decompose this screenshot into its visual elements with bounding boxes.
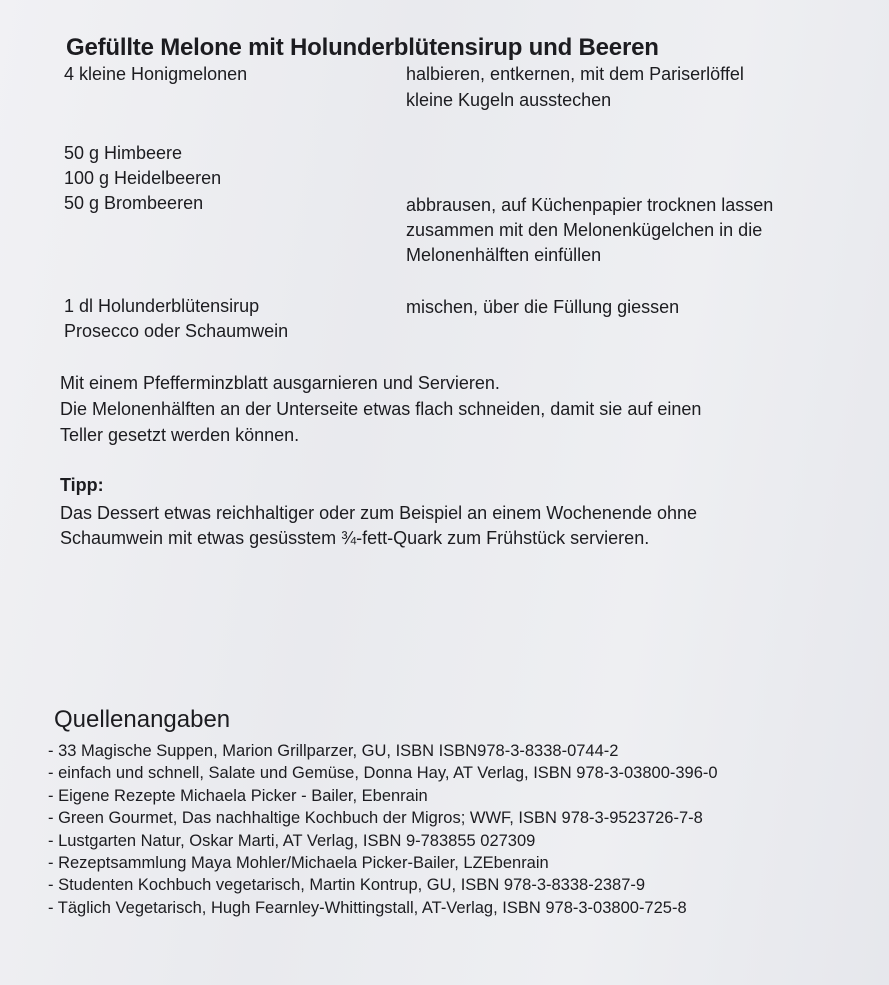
ingredient-line: 1 dl Holunderblütensirup: [64, 296, 260, 316]
ingredient-line: 100 g Heidelbeeren: [64, 168, 222, 188]
tip-line: Das Dessert etwas reichhaltiger oder zum Beispiel an einem Wochenende ohne: [60, 503, 698, 523]
step-line: mischen, über die Füllung giessen: [406, 297, 680, 317]
source-item: - Green Gourmet, Das nachhaltige Kochbuch der Migros; WWF, ISBN 978-3-9523726-7-8: [48, 809, 703, 828]
ingredient-line: Prosecco oder Schaumwein: [64, 321, 289, 341]
sources-heading: Quellenangaben: [54, 706, 231, 733]
sources-list: [48, 740, 718, 919]
source-item: - Studenten Kochbuch vegetarisch, Martin Kontrup, GU, ISBN 978-3-8338-2387-9: [48, 876, 646, 895]
ingredient-line: 50 g Himbeere: [64, 143, 183, 163]
tip-line: Schaumwein mit etwas gesüsstem ¾-fett-Quark zum Frühstück servieren.: [60, 528, 650, 548]
source-item: - einfach und schnell, Salate und Gemüse, Donna Hay, AT Verlag, ISBN 978-3-03800-396-0: [48, 764, 718, 783]
step-line: abbrausen, auf Küchenpapier trocknen lassen: [406, 195, 774, 215]
ingredient-line: 4 kleine Honigmelonen: [64, 64, 248, 84]
step-line: kleine Kugeln ausstechen: [406, 90, 612, 110]
step-line: Melonenhälften einfüllen: [406, 245, 602, 265]
source-item: - 33 Magische Suppen, Marion Grillparzer, GU, ISBN ISBN978-3-8338-0744-2: [48, 742, 619, 760]
tip-heading: Tipp:: [60, 475, 104, 495]
source-item: - Rezeptsammlung Maya Mohler/Michaela Picker-Bailer, LZEbenrain: [48, 854, 549, 873]
note-line: Die Melonenhälften an der Unterseite etwas flach schneiden, damit sie auf einen: [60, 399, 702, 419]
note-line: Teller gesetzt werden können.: [60, 425, 300, 445]
source-item: - Lustgarten Natur, Oskar Marti, AT Verlag, ISBN 9-783855 027309: [48, 831, 536, 850]
step-line: zusammen mit den Melonenkügelchen in die: [406, 220, 763, 240]
source-item: - Täglich Vegetarisch, Hugh Fearnley-Whittingstall, AT-Verlag, ISBN 978-3-03800-725-8: [48, 898, 687, 917]
ingredient-line: 50 g Brombeeren: [64, 193, 204, 213]
step-line: halbieren, entkernen, mit dem Pariserlöffel: [406, 64, 744, 84]
source-item: - Eigene Rezepte Michaela Picker - Bailer, Ebenrain: [48, 786, 428, 805]
note-line: Mit einem Pfefferminzblatt ausgarnieren und Servieren.: [60, 373, 500, 393]
recipe-title: Gefüllte Melone mit Holunderblütensirup und Beeren: [66, 34, 659, 61]
